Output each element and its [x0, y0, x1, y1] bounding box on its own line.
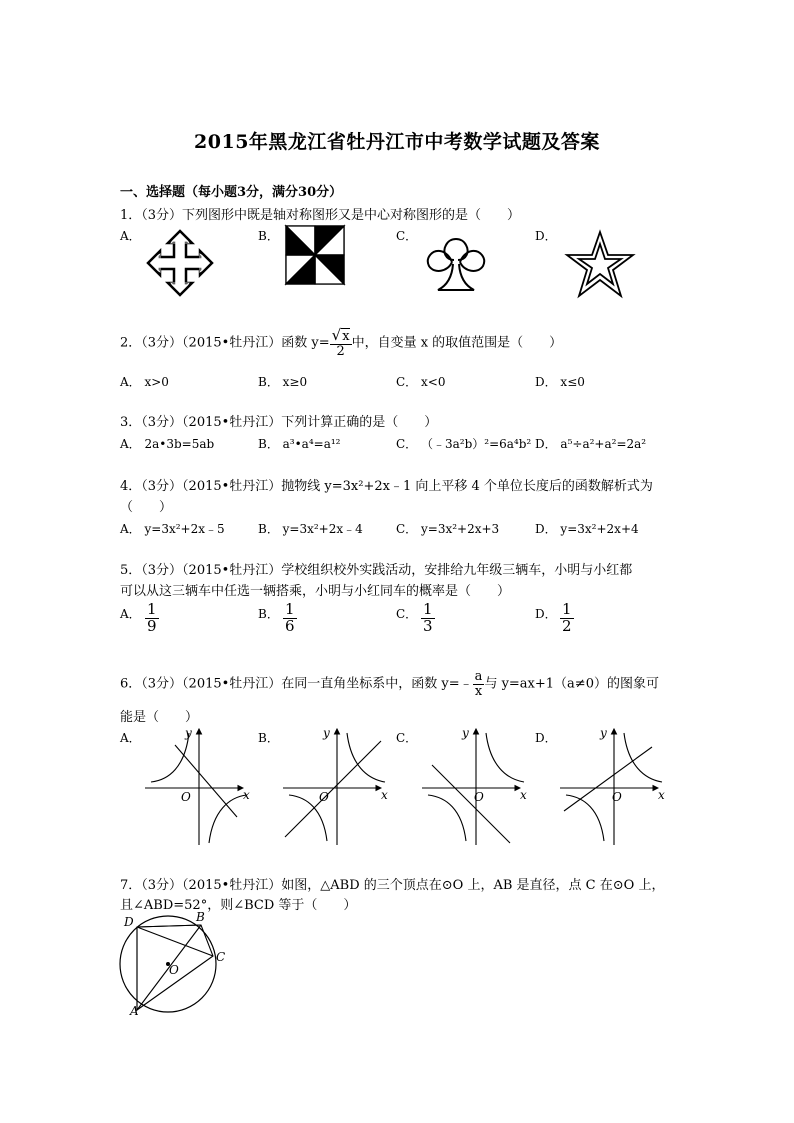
q2-fraction-numerator: x — [342, 329, 350, 344]
q6-fraction-denominator: x — [474, 683, 483, 699]
question-4-stem-line1: 4．（3分）（2015•牡丹江）抛物线 y=3x²+2x﹣1 向上平移 4 个单位长度后的函数解析式为 — [120, 479, 653, 494]
question-3-stem: 3．（3分）（2015•牡丹江）下列计算正确的是（ ） — [120, 415, 438, 430]
q2-option-c: C． x<0 — [396, 375, 446, 389]
q6-stem-pre: 6．（3分）（2015•牡丹江）在同一直角坐标系中，函数 y=﹣ — [120, 676, 473, 692]
q5-b-numerator: 1 — [285, 600, 295, 618]
q1-option-c-label: C． — [396, 229, 418, 243]
q6-graph-a — [145, 725, 255, 847]
q7-point-a-label: A — [130, 1004, 139, 1018]
q1-option-a-label: A． — [120, 229, 141, 243]
q5-a-numerator: 1 — [147, 600, 157, 618]
q2-option-b: B． x≥0 — [258, 375, 308, 389]
q5-option-a-label: A． — [120, 607, 141, 621]
q7-circle-figure — [115, 912, 245, 1017]
q6-c-x-label: x — [520, 788, 527, 802]
q3-option-b: B． a³•a⁴=a¹² — [258, 437, 341, 451]
q1-option-b-label: B． — [258, 229, 279, 243]
q2-fraction: $\frac{√x}{2}$ — [331, 326, 350, 359]
q4-option-b: B． y=3x²+2x﹣4 — [258, 522, 363, 536]
q5-c-numerator: 1 — [423, 600, 433, 618]
q5-option-b-fraction — [283, 602, 297, 635]
q6-c-origin-label: O — [474, 790, 484, 804]
q4-option-c: C． y=3x²+2x+3 — [396, 522, 500, 536]
question-5-stem-line2: 可以从这三辆车中任选一辆搭乘，小明与小红同车的概率是（ ） — [120, 584, 511, 599]
q2-option-a: A． x>0 — [120, 375, 169, 389]
question-4-stem-line2: （ ） — [120, 500, 173, 515]
q6-d-y-label: y — [600, 726, 607, 740]
q6-option-d-label: D． — [535, 731, 557, 745]
pinwheel-icon — [285, 225, 345, 285]
q5-option-d-label: D． — [535, 607, 557, 621]
question-6-stem-line1 — [120, 670, 659, 698]
q5-option-a-fraction — [145, 602, 159, 635]
q7-point-b-label: B — [196, 910, 205, 924]
q3-option-a: A． 2a•3b=5ab — [120, 437, 215, 451]
question-7-stem-line1: 7．（3分）（2015•牡丹江）如图，△ABD 的三个顶点在⊙O 上，AB 是直径，点 C 在⊙O 上， — [120, 878, 665, 893]
question-7-stem-line2: 且∠ABD=52°，则∠BCD 等于（ ） — [120, 898, 357, 913]
q6-graph-c — [422, 725, 532, 847]
q1-option-d-label: D． — [535, 229, 557, 243]
q2-stem-post: 中，自变量 x 的取值范围是（ ） — [351, 335, 563, 351]
q3-option-d: D． a⁵÷a²+a²=2a² — [535, 437, 647, 451]
q4-option-d: D． y=3x²+2x+4 — [535, 522, 639, 536]
q6-a-x-label: x — [243, 788, 250, 802]
q6-a-origin-label: O — [181, 790, 191, 804]
page-title: 2015年黑龙江省牡丹江市中考数学试题及答案 — [194, 131, 600, 153]
question-5-stem-line1: 5．（3分）（2015•牡丹江）学校组织校外实践活动，安排给九年级三辆车，小明与小红都 — [120, 563, 633, 578]
four-arrows-icon — [146, 229, 214, 297]
question-6-stem-line2: 能是（ ） — [120, 710, 199, 725]
q6-a-y-label: y — [185, 726, 192, 740]
q5-option-c-label: C． — [396, 607, 418, 621]
q5-d-numerator: 1 — [562, 600, 572, 618]
q6-b-x-label: x — [381, 788, 388, 802]
q5-option-d-fraction — [560, 602, 574, 635]
q7-point-o-label: O — [169, 963, 179, 977]
q6-fraction — [473, 670, 485, 698]
q5-b-denominator: 6 — [285, 616, 295, 635]
q6-option-c-label: C． — [396, 731, 418, 745]
q3-option-c: C． （﹣3a²b）²=6a⁴b² — [396, 437, 532, 451]
q5-option-b-label: B． — [258, 607, 279, 621]
q6-d-x-label: x — [658, 788, 665, 802]
q2-stem-pre: 2．（3分）（2015•牡丹江）函数 y= — [120, 335, 330, 351]
q6-b-y-label: y — [323, 726, 330, 740]
q6-fraction-numerator: a — [474, 669, 483, 684]
star-icon — [565, 230, 635, 298]
q5-a-denominator: 9 — [147, 616, 157, 635]
q6-graph-d — [560, 725, 670, 847]
q5-option-c-fraction — [421, 602, 435, 635]
q2-option-d: D． x≤0 — [535, 375, 585, 389]
q5-c-denominator: 3 — [423, 616, 433, 635]
question-1-stem: 1．（3分）下列图形中既是轴对称图形又是中心对称图形的是（ ） — [120, 208, 521, 223]
q6-graph-b — [283, 725, 393, 847]
question-2-stem — [120, 328, 562, 358]
q6-c-y-label: y — [462, 726, 469, 740]
q7-point-c-label: C — [216, 950, 226, 964]
q6-option-b-label: B． — [258, 731, 279, 745]
club-icon — [424, 232, 488, 294]
section-heading: 一、选择题（每小题3分，满分30分） — [120, 185, 343, 200]
q7-point-d-label: D — [124, 915, 134, 929]
q6-option-a-label: A． — [120, 731, 141, 745]
q5-d-denominator: 2 — [562, 616, 572, 635]
q6-stem-post: 与 y=ax+1（a≠0）的图象可 — [484, 676, 659, 692]
q2-fraction-denominator: 2 — [336, 343, 345, 359]
q4-option-a: A． y=3x²+2x﹣5 — [120, 522, 225, 536]
q6-b-origin-label: O — [319, 790, 329, 804]
q6-d-origin-label: O — [612, 790, 622, 804]
